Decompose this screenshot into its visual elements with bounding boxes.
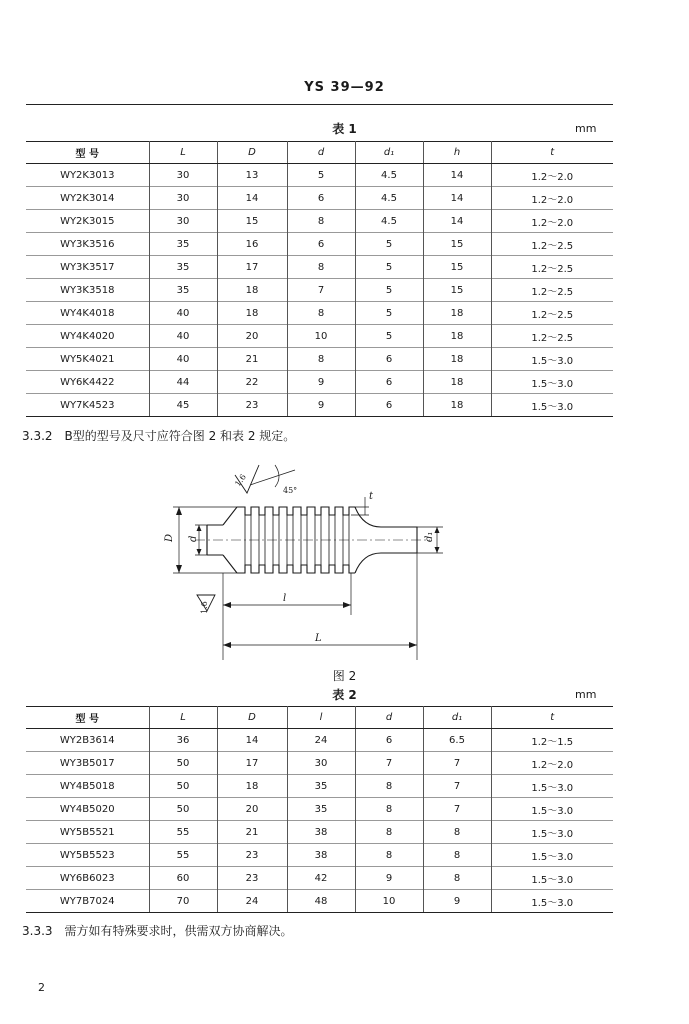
label-d1: d₁: [424, 531, 435, 542]
table1-cell: 5: [287, 164, 355, 187]
table1-cell: 44: [149, 371, 217, 394]
label-roughness-top: 1.6: [233, 472, 248, 489]
label-angle: 45°: [283, 486, 298, 495]
dim-l: [223, 573, 351, 615]
table1-cell: 35: [149, 256, 217, 279]
table2-row: [26, 775, 613, 798]
table1-cell: WY3K3517: [26, 256, 149, 279]
table1-cell: 15: [423, 279, 491, 302]
table2-row: [26, 821, 613, 844]
table2-cell: 35: [287, 798, 355, 821]
table2-cell: 8: [423, 867, 491, 890]
table1-cell: WY2K3013: [26, 164, 149, 187]
table1-cell: 1.5～3.0: [491, 371, 613, 394]
table1-cell: 18: [423, 302, 491, 325]
table2-cell: 7: [423, 775, 491, 798]
table2-caption: 表 2: [332, 688, 357, 702]
table1-caption: 表 1: [332, 122, 357, 136]
table2-cell: 35: [287, 775, 355, 798]
table2-cell: WY2B3614: [26, 729, 149, 752]
table2-cell: 1.5～3.0: [491, 844, 613, 867]
table2-cell: WY4B5020: [26, 798, 149, 821]
table1-cell: 18: [423, 371, 491, 394]
table2-cell: WY6B6023: [26, 867, 149, 890]
table2-header: [26, 707, 613, 729]
table1-cell: 15: [217, 210, 287, 233]
table1-cell: 30: [149, 210, 217, 233]
table1-row: [26, 256, 613, 279]
table2-cell: 1.5～3.0: [491, 821, 613, 844]
table1-cell: 4.5: [355, 210, 423, 233]
table1-cell: 8: [287, 210, 355, 233]
table2-cell: 24: [217, 890, 287, 913]
table2-cell: 8: [423, 844, 491, 867]
table1-row: [26, 164, 613, 187]
label-l: l: [283, 593, 287, 604]
table1-cell: 1.5～3.0: [491, 348, 613, 371]
table1-row: [26, 279, 613, 302]
table2-cell: 1.5～3.0: [491, 890, 613, 913]
table2-body: [26, 729, 613, 913]
table2-cell: 8: [355, 844, 423, 867]
table2-row: [26, 798, 613, 821]
table1-cell: 14: [217, 187, 287, 210]
table2-cell: 55: [149, 844, 217, 867]
table1-cell: WY7K4523: [26, 394, 149, 417]
table1-cell: 35: [149, 233, 217, 256]
table2-cell: WY4B5018: [26, 775, 149, 798]
table2-col-header: d₁: [423, 707, 491, 729]
table1-col-header: d₁: [355, 142, 423, 164]
table1-cell: WY2K3014: [26, 187, 149, 210]
table1-cell: WY5K4021: [26, 348, 149, 371]
table1-cell: 5: [355, 279, 423, 302]
table2-cell: 21: [217, 821, 287, 844]
table1-cell: 4.5: [355, 164, 423, 187]
table2-cell: 7: [423, 752, 491, 775]
table1: [26, 141, 613, 417]
table2-cell: 6.5: [423, 729, 491, 752]
table1-cell: 5: [355, 302, 423, 325]
table2-cell: 8: [355, 775, 423, 798]
table2-cell: 9: [355, 867, 423, 890]
page-number: 2: [38, 981, 45, 994]
table2-cell: 14: [217, 729, 287, 752]
table1-cell: 22: [217, 371, 287, 394]
table1-col-header: L: [149, 142, 217, 164]
table1-cell: 7: [287, 279, 355, 302]
thread-lines: [245, 515, 349, 565]
table2-cell: 38: [287, 821, 355, 844]
table1-col-header: D: [217, 142, 287, 164]
table2-cell: 60: [149, 867, 217, 890]
table2-cell: 48: [287, 890, 355, 913]
header-rule: [26, 104, 613, 105]
table2-cell: 17: [217, 752, 287, 775]
table2-cell: 8: [355, 821, 423, 844]
table1-cell: 30: [149, 164, 217, 187]
table1-cell: 30: [149, 187, 217, 210]
table2-cell: 23: [217, 867, 287, 890]
table1-col-header: h: [423, 142, 491, 164]
table1-header: [26, 142, 613, 164]
table2-row: [26, 890, 613, 913]
clause-3-3-3: 3.3.3 需方如有特殊要求时，供需双方协商解决。: [22, 924, 293, 938]
table1-cell: 18: [423, 325, 491, 348]
figure2-caption: 图 2: [332, 669, 357, 683]
table1-cell: 1.2～2.0: [491, 187, 613, 210]
table2-cell: 1.5～3.0: [491, 775, 613, 798]
table1-cell: 13: [217, 164, 287, 187]
table1-cell: 10: [287, 325, 355, 348]
label-t: t: [369, 491, 374, 502]
table1-cell: 4.5: [355, 187, 423, 210]
table1-cell: 6: [355, 394, 423, 417]
table1-cell: 1.2～2.0: [491, 210, 613, 233]
table2-col-header: D: [217, 707, 287, 729]
table1-cell: 14: [423, 187, 491, 210]
table1-cell: 23: [217, 394, 287, 417]
table1-col-header: d: [287, 142, 355, 164]
table2-cell: 10: [355, 890, 423, 913]
table1-cell: 9: [287, 371, 355, 394]
table1-cell: 20: [217, 325, 287, 348]
standard-code: YS 39—92: [304, 80, 385, 95]
table1-cell: 18: [423, 394, 491, 417]
threaded-body: [237, 507, 355, 515]
table1-row: [26, 371, 613, 394]
table2: [26, 706, 613, 913]
table1-cell: 14: [423, 210, 491, 233]
table2-cell: WY5B5523: [26, 844, 149, 867]
table1-cell: 40: [149, 348, 217, 371]
table1-cell: 6: [355, 371, 423, 394]
table1-cell: 18: [217, 302, 287, 325]
dim-t: [351, 497, 369, 515]
table1-col-header: 型 号: [26, 142, 149, 164]
table2-cell: 23: [217, 844, 287, 867]
table1-row: [26, 394, 613, 417]
table1-cell: 1.2～2.5: [491, 302, 613, 325]
table2-cell: 30: [287, 752, 355, 775]
table2-cell: 8: [355, 798, 423, 821]
table2-col-header: l: [287, 707, 355, 729]
table2-col-header: 型 号: [26, 707, 149, 729]
table2-cell: 1.2～1.5: [531, 736, 574, 748]
table1-cell: 8: [287, 348, 355, 371]
table2-row: [26, 844, 613, 867]
table1-cell: 5: [355, 325, 423, 348]
table2-cell: 1.2～2.0: [491, 752, 613, 775]
table1-cell: 40: [149, 325, 217, 348]
table1-row: [26, 233, 613, 256]
table1-row: [26, 325, 613, 348]
table1-cell: 14: [423, 164, 491, 187]
table1-row: [26, 187, 613, 210]
table2-row: [26, 729, 613, 752]
table1-cell: 9: [287, 394, 355, 417]
table2-cell: 38: [287, 844, 355, 867]
table2-cell: 1.5～3.0: [491, 798, 613, 821]
table1-cell: 1.2～2.5: [491, 279, 613, 302]
table2-cell: 50: [149, 798, 217, 821]
angle-leader: [250, 465, 295, 487]
table2-cell: 18: [217, 775, 287, 798]
table2-cell: 36: [149, 729, 217, 752]
table2-cell: 8: [423, 821, 491, 844]
table2-cell: 70: [149, 890, 217, 913]
table1-cell: 35: [149, 279, 217, 302]
table1-cell: 1.2～2.5: [491, 256, 613, 279]
table1-row: [26, 302, 613, 325]
table2-cell: 7: [423, 798, 491, 821]
table1-col-header: t: [491, 142, 613, 164]
table2-cell: 9: [423, 890, 491, 913]
table1-cell: 17: [217, 256, 287, 279]
table1-cell: 15: [423, 233, 491, 256]
table1-cell: 40: [149, 302, 217, 325]
table2-col-header: L: [149, 707, 217, 729]
table1-row: [26, 348, 613, 371]
label-d: d: [188, 535, 199, 542]
table1-cell: WY3K3516: [26, 233, 149, 256]
table1-cell: 21: [217, 348, 287, 371]
table1-cell: 8: [287, 302, 355, 325]
threaded-body-bottom: [237, 565, 355, 573]
table1-cell: 45: [149, 394, 217, 417]
table2-col-header: t: [491, 707, 613, 729]
clause-3-3-2: 3.3.2 B型的型号及尺寸应符合图 2 和表 2 规定。: [22, 429, 296, 443]
label-D: D: [164, 533, 175, 542]
table2-cell: 1.5～3.0: [491, 867, 613, 890]
table1-body: [26, 164, 613, 417]
table2-row: [26, 752, 613, 775]
table1-cell: 6: [355, 348, 423, 371]
table1-row: [26, 210, 613, 233]
table2-cell: 6: [355, 729, 423, 752]
table2-cell: 24: [287, 729, 355, 752]
table1-cell: WY2K3015: [26, 210, 149, 233]
table1-cell: WY4K4018: [26, 302, 149, 325]
table2-col-header: d: [355, 707, 423, 729]
table1-cell: 8: [287, 256, 355, 279]
table1-cell: 5: [355, 256, 423, 279]
table2-cell: WY3B5017: [26, 752, 149, 775]
table1-unit: mm: [575, 122, 597, 135]
table1-cell: WY6K4422: [26, 371, 149, 394]
table2-row: [26, 867, 613, 890]
table1-cell: WY4K4020: [26, 325, 149, 348]
table1-cell: 1.2～2.0: [531, 171, 574, 183]
table1-cell: 1.2～2.5: [491, 325, 613, 348]
table2-cell: WY7B7024: [26, 890, 149, 913]
table1-cell: 16: [217, 233, 287, 256]
table2-cell: 7: [355, 752, 423, 775]
table1-cell: 18: [217, 279, 287, 302]
table1-cell: 18: [423, 348, 491, 371]
table2-cell: 50: [149, 775, 217, 798]
table2-cell: 55: [149, 821, 217, 844]
table2-cell: 50: [149, 752, 217, 775]
table2-cell: 20: [217, 798, 287, 821]
figure2-drawing: [155, 455, 455, 665]
table2-cell: 42: [287, 867, 355, 890]
table1-cell: 6: [287, 233, 355, 256]
table1-cell: 1.5～3.0: [491, 394, 613, 417]
table1-cell: WY3K3518: [26, 279, 149, 302]
table1-cell: 15: [423, 256, 491, 279]
label-L: L: [315, 633, 322, 644]
table2-cell: WY5B5521: [26, 821, 149, 844]
table2-unit: mm: [575, 688, 597, 701]
table1-cell: 5: [355, 233, 423, 256]
label-roughness-bottom: 1.6: [200, 601, 209, 614]
table1-cell: 1.2～2.5: [491, 233, 613, 256]
table1-cell: 6: [287, 187, 355, 210]
